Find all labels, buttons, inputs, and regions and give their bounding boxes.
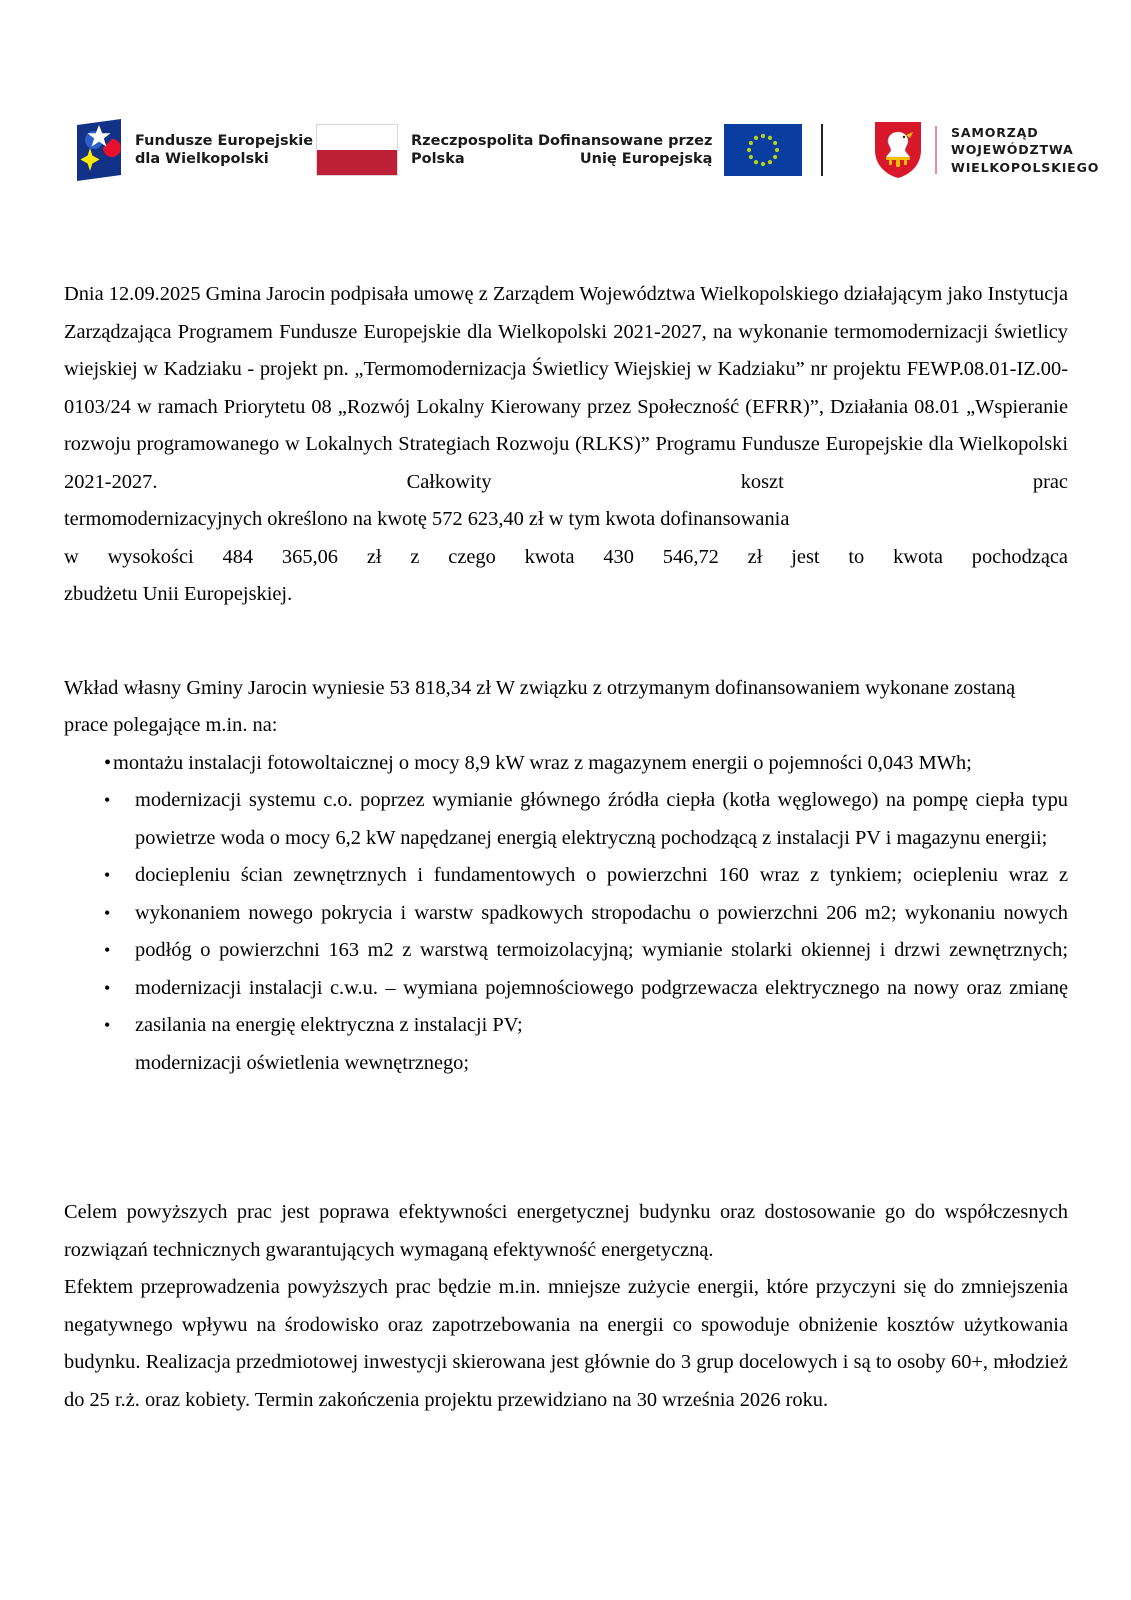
rzeczpospolita-polska-label	[411, 132, 533, 168]
poland-flag-white-stripe	[317, 125, 397, 150]
list-item: • montażu instalacji fotowoltaicznej o mocy 8,9 kW wraz z magazynem energii o pojemności 0,043 MWh;	[64, 745, 1068, 783]
document-body	[64, 276, 1068, 1419]
dofinansowane-label	[538, 132, 712, 168]
logo-fundusze-europejskie	[74, 108, 313, 192]
paragraph-1c: w wysokości 484 365,06 zł z czego kwota 430 546,72 zł jest to kwota pochodząca	[64, 545, 1068, 568]
paragraph-1b: termomodernizacyjnych określono na kwotę 572 623,40 zł w tym kwota dofinansowania	[64, 508, 790, 530]
poland-flag-red-stripe	[317, 150, 397, 175]
list-item: • modernizacji systemu c.o. poprzez wymianie głównego źródła ciepła (kotła węglowego) na pompę ciepła typu powietrze woda o mocy 6,2 kW napędzanej energią elektryczną pochodzącą z instalacji PV i magazynu energii;	[64, 782, 1068, 857]
list-item: • zasilania na energię elektryczna z instalacji PV;	[64, 1007, 1068, 1045]
samorzad-label	[951, 124, 1099, 177]
spacer-2	[64, 1082, 1068, 1194]
wielkopolska-crest-icon	[873, 120, 923, 180]
list-item: modernizacji oświetlenia wewnętrznego;	[135, 1051, 470, 1074]
samorzad-line1: SAMORZĄD	[951, 124, 1039, 140]
rzeczpospolita-polska-line1: Rzeczpospolita	[411, 133, 534, 149]
samorzad-line2: WOJEWÓDZTWA	[951, 142, 1074, 158]
logo-rzeczpospolita-polska	[316, 108, 533, 192]
fundusze-europejskie-flag-icon	[74, 119, 124, 181]
fundusze-europejskie-line1: Fundusze Europejskie	[135, 133, 314, 149]
fundusze-europejskie-line2: dla Wielkopolski	[135, 151, 269, 167]
dofinansowane-line1: Dofinansowane przez	[538, 133, 713, 149]
poland-flag-icon	[316, 124, 398, 176]
dofinansowane-line2: Unię Europejską	[579, 151, 713, 167]
spacer-1	[64, 614, 1068, 670]
list-item: • modernizacji instalacji c.w.u. – wymiana pojemnościowego podgrzewacza elektrycznego na nowy oraz zmianę	[64, 970, 1068, 1008]
european-union-flag-icon	[724, 124, 802, 176]
paragraph-2b: prace polegające m.in. na:	[64, 714, 278, 736]
list-item: • dociepleniu ścian zewnętrznych i fundamentowych o powierzchni 160 wraz z tynkiem; ociepleniu wraz z	[64, 857, 1068, 895]
paragraph-1: Dnia 12.09.2025 Gmina Jarocin podpisała umowę z Zarządem Województwa Wielkopolskiego działającym jako Instytucja Zarządzająca Programem Fundusze Europejskie dla Wielkopolski 2021-2027, na wykonanie termomodernizacji świetlicy wiejskiej w Kadziaku - projekt pn. „Termomodernizacja Świetlicy Wiejskiej w Kadziaku” nr projektu FEWP.08.01-IZ.00-0103/24 w ramach Priorytetu 08 „Rozwój Lokalny Kierowany przez Społeczność (EFRR)”, Działania 08.01 „Wspieranie rozwoju programowanego w Lokalnych Strategiach Rozwoju (RLKS)” Programu Fundusze Europejskie dla Wielkopolski 2021-2027. Całkowity koszt prac	[64, 283, 1068, 493]
paragraph-3: Celem powyższych prac jest poprawa efektywności energetycznej budynku oraz dostosowanie go do współczesnych rozwiązań technicznych gwarantujących wymaganą efektywność energetyczną.	[64, 1201, 1068, 1261]
logo-samorzad-wojewodztwa-wielkopolskiego	[873, 108, 1099, 192]
list-item: • wykonaniem nowego pokrycia i warstw spadkowych stropodachu o powierzchni 206 m2; wykonaniu nowych	[64, 895, 1068, 933]
rzeczpospolita-polska-line2: Polska	[411, 151, 465, 167]
list-item: • podłóg o powierzchni 163 m2 z warstwą termoizolacyjną; wymianie stolarki okiennej i drzwi zewnętrznych;	[64, 932, 1068, 970]
logo-divider	[821, 124, 823, 176]
paragraph-1d: zbudżetu Unii Europejskiej.	[64, 583, 293, 605]
samorzad-line3: WIELKOPOLSKIEGO	[951, 159, 1100, 175]
works-bullet-list	[64, 745, 1068, 1083]
logo-dofinansowane-przez-unie-europejska	[538, 108, 802, 192]
paragraph-4: Efektem przeprowadzenia powyższych prac będzie m.in. mniejsze zużycie energii, które przyczyni się do zmniejszenia negatywnego wpływu na środowisko oraz zapotrzebowania na energii co spowoduje obniżenie kosztów użytkowania budynku. Realizacja przedmiotowej inwestycji skierowana jest głównie do 3 grup docelowych i są to osoby 60+, młodzież do 25 r.ż. oraz kobiety. Termin zakończenia projektu przewidziano na 30 września 2026 roku.	[64, 1276, 1068, 1411]
logo-header-bar	[0, 108, 1131, 192]
samorzad-vertical-rule	[935, 126, 937, 174]
paragraph-2a: Wkład własny Gminy Jarocin wyniesie 53 818,34 zł W związku z otrzymanym dofinansowaniem wykonane zostaną	[64, 676, 1016, 699]
fundusze-europejskie-label	[135, 132, 313, 168]
